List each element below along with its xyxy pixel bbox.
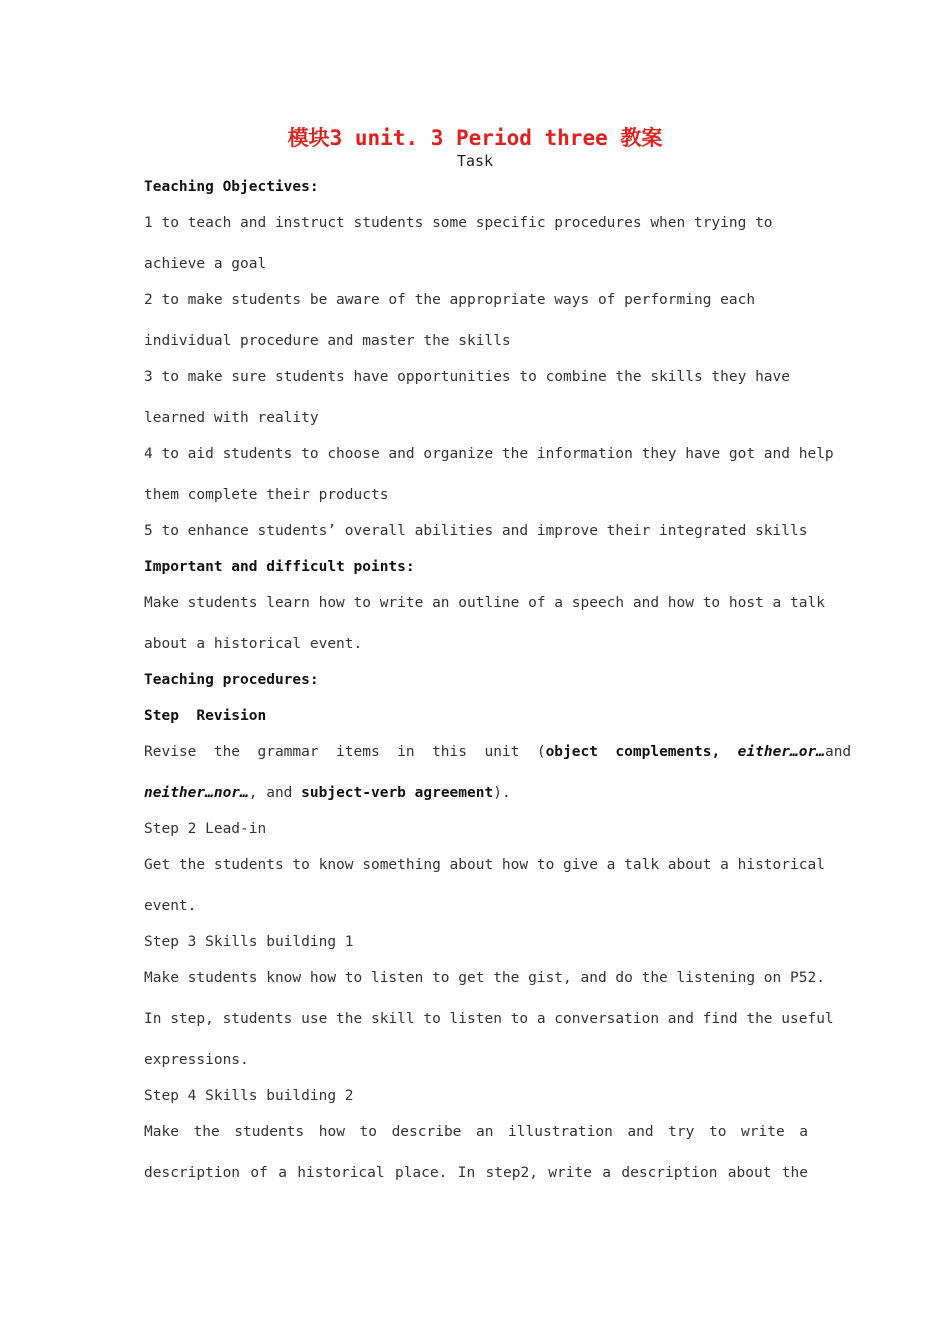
objective-line: achieve a goal <box>144 256 267 272</box>
step3-line: Make students know how to listen to get the gist, and do the listening on P52. <box>144 970 825 986</box>
step4-line: Make the students how to describe an illustration and try to write a <box>144 1124 808 1140</box>
step2-heading: Step 2 Lead-in <box>144 821 267 837</box>
step4-heading: Step 4 Skills building 2 <box>144 1088 354 1104</box>
step3-line: In step, students use the skill to listen to a conversation and find the useful <box>144 1011 834 1027</box>
step2-line: event. <box>144 898 197 914</box>
objective-line: 5 to enhance students’ overall abilities and improve their integrated skills <box>144 523 808 539</box>
step1-line1 <box>144 742 852 762</box>
page-subtitle: Task <box>456 152 494 170</box>
objective-line: them complete their products <box>144 487 389 503</box>
objective-line: 4 to aid students to choose and organize the information they have got and help <box>144 446 834 462</box>
step1-and: and <box>824 744 852 760</box>
step2-line: Get the students to know something about how to give a talk about a historical <box>144 857 825 873</box>
step1-heading: Step Revision <box>144 708 267 724</box>
important-line: about a historical event. <box>144 636 363 652</box>
step3-line: expressions. <box>144 1052 249 1068</box>
objective-line: learned with reality <box>144 410 319 426</box>
term-either-or: either…or… <box>737 744 825 760</box>
objective-line: 1 to teach and instruct students some specific procedures when trying to <box>144 215 773 231</box>
step3-heading: Step 3 Skills building 1 <box>144 934 354 950</box>
objective-line: individual procedure and master the skills <box>144 333 511 349</box>
step1-line2 <box>144 783 808 803</box>
objectives-heading: Teaching Objectives: <box>144 179 319 195</box>
procedures-heading: Teaching procedures: <box>144 672 319 688</box>
term-neither-nor: neither…nor… <box>144 785 249 801</box>
step1-mid: , and <box>248 785 302 801</box>
page-title: 模块3 unit. 3 Period three 教案 <box>287 126 663 150</box>
step1-end: ). <box>493 785 511 801</box>
important-line: Make students learn how to write an outline of a speech and how to host a talk <box>144 595 825 611</box>
term-subject-verb-agreement: subject-verb agreement <box>301 785 494 801</box>
objective-line: 3 to make sure students have opportunities to combine the skills they have <box>144 369 791 385</box>
important-heading: Important and difficult points: <box>144 559 415 575</box>
step4-line: description of a historical place. In step2, write a description about the <box>144 1165 808 1181</box>
objective-line: 2 to make students be aware of the appropriate ways of performing each <box>144 292 756 308</box>
term-object-complements: object complements, <box>545 744 721 760</box>
step1-prefix: Revise the grammar items in this unit ( <box>144 744 546 760</box>
